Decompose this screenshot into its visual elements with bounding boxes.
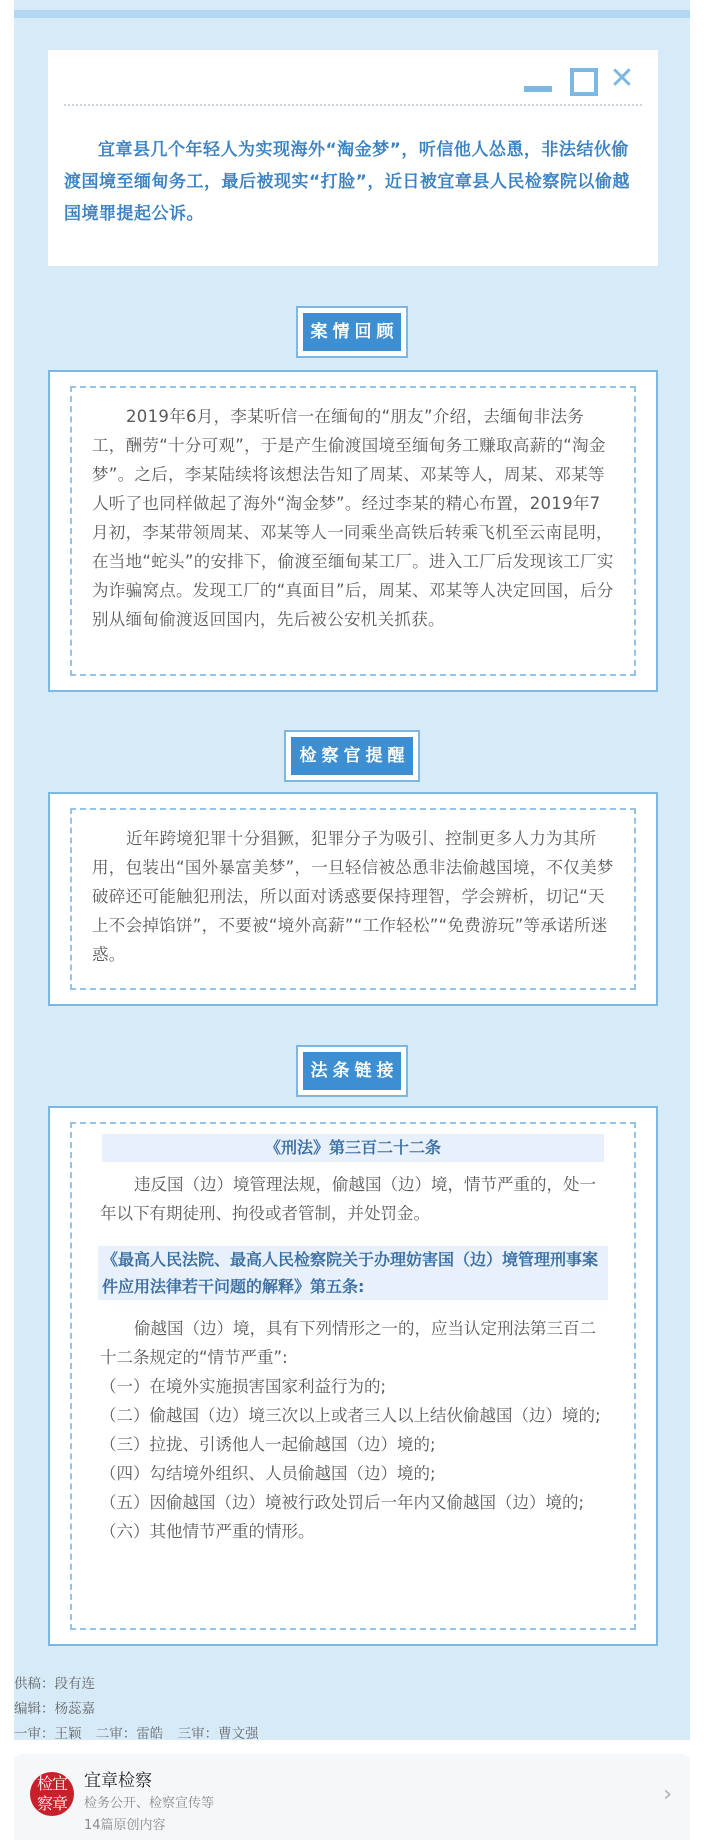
law-item: （六）其他情节严重的情形。	[100, 1522, 315, 1541]
law-item: （三）拉拢、引诱他人一起偷越国（边）境的;	[100, 1435, 436, 1454]
law-item: （五）因偷越国（边）境被行政处罚后一年内又偷越国（边）境的;	[100, 1493, 585, 1512]
account-description: 检务公开、检察宣传等	[84, 1796, 215, 1811]
law-panel-border	[70, 1122, 636, 1630]
credit-reviews	[14, 1722, 269, 1747]
credit-editor: 编辑：杨蕊嘉	[14, 1701, 95, 1717]
reminder-panel-border	[70, 808, 636, 990]
credit-review-1: 一审：王颖	[14, 1726, 82, 1742]
law-item: （二）偷越国（边）境三次以上或者三人以上结伙偷越国（边）境的;	[100, 1406, 601, 1425]
account-avatar: 检宜察章	[30, 1772, 74, 1816]
law-heading-interpretation: 《最高人民法院、最高人民检察院关于办理妨害国（边）境管理刑事案件应用法律若干问题的解释》第五条:	[98, 1246, 608, 1300]
law-body-interpretation: 偷越国（边）境，具有下列情形之一的，应当认定刑法第三百二十二条规定的“情节严重”: （一）在境外实施损害国家利益行为的; （二）偷越国（边）境三次以上或者三人以上结伙偷越国（边）境的; （三）拉拢、引诱他人一起偷越国（边）境的; （四）勾结境外组织、人员偷越国（边）境的; （五）因偷越国（边）境被行政处罚后一年内又偷越国（边）境的; （六）其他情节严重的情形。	[100, 1314, 606, 1546]
credit-review-3: 三审：曹文强	[177, 1726, 259, 1742]
section-title-reminder-label: 检察官提醒	[291, 737, 413, 775]
case-panel-border	[70, 386, 636, 676]
window-controls	[496, 61, 636, 96]
chevron-right-icon[interactable]: ›	[663, 1782, 672, 1807]
credit-review-2: 二审：雷皓	[95, 1726, 164, 1742]
section-title-law-label: 法条链接	[303, 1052, 401, 1090]
law-heading-criminal-code: 《刑法》第三百二十二条	[102, 1134, 604, 1162]
law-body-criminal-code: 违反国（边）境管理法规，偷越国（边）境，情节严重的，处一年以下有期徒刑、拘役或者管制，并处罚金。	[100, 1175, 596, 1223]
maximize-icon	[570, 68, 598, 96]
reminder-text: 近年跨境犯罪十分猖獗，犯罪分子为吸引、控制更多人力为其所用，包装出“国外暴富美梦”，一旦轻信被怂恿非法偷越国境，不仅美梦破碎还可能触犯刑法，所以面对诱惑要保持理智，学会辨析，切记“天上不会掉馅饼”，不要被“境外高薪”“工作轻松”“免费游玩”等承诺所迷惑。	[92, 829, 614, 964]
intro-divider	[64, 104, 642, 106]
top-accent-bar	[14, 10, 690, 18]
case-panel	[48, 370, 658, 692]
minimize-icon	[524, 86, 552, 92]
law-panel	[48, 1106, 658, 1646]
account-name: 宜章检察	[84, 1771, 152, 1791]
close-icon: ✕	[609, 61, 635, 96]
reminder-panel	[48, 792, 658, 1006]
section-title-case	[296, 306, 408, 358]
credit-author: 供稿：段有连	[14, 1676, 95, 1692]
section-title-reminder	[284, 730, 420, 782]
account-article-count: 14篇原创内容	[84, 1818, 166, 1833]
credits	[14, 1672, 269, 1747]
section-title-law	[296, 1045, 408, 1097]
intro-card	[48, 50, 658, 266]
account-card[interactable]	[14, 1754, 690, 1840]
intro-text: 宜章县几个年轻人为实现海外“淘金梦”，听信他人怂恿，非法结伙偷渡国境至缅甸务工，最后被现实“打脸”，近日被宜章县人民检察院以偷越国境罪提起公诉。	[64, 140, 630, 224]
law-item: （一）在境外实施损害国家利益行为的;	[100, 1377, 387, 1396]
law-item: （四）勾结境外组织、人员偷越国（边）境的;	[100, 1464, 436, 1483]
case-text: 2019年6月，李某听信一在缅甸的“朋友”介绍，去缅甸非法务工，酬劳“十分可观”，于是产生偷渡国境至缅甸务工赚取高薪的“淘金梦”。之后，李某陆续将该想法告知了周某、邓某等人，周某、邓某等人听了也同样做起了海外“淘金梦”。经过李某的精心布置，2019年7月初，李某带领周某、邓某等人一同乘坐高铁后转乘飞机至云南昆明，在当地“蛇头”的安排下，偷渡至缅甸某工厂。进入工厂后发现该工厂实为诈骗窝点。发现工厂的“真面目”后，周某、邓某等人决定回国，后分别从缅甸偷渡返回国内，先后被公安机关抓获。	[92, 407, 614, 629]
section-title-case-label: 案情回顾	[303, 313, 401, 351]
